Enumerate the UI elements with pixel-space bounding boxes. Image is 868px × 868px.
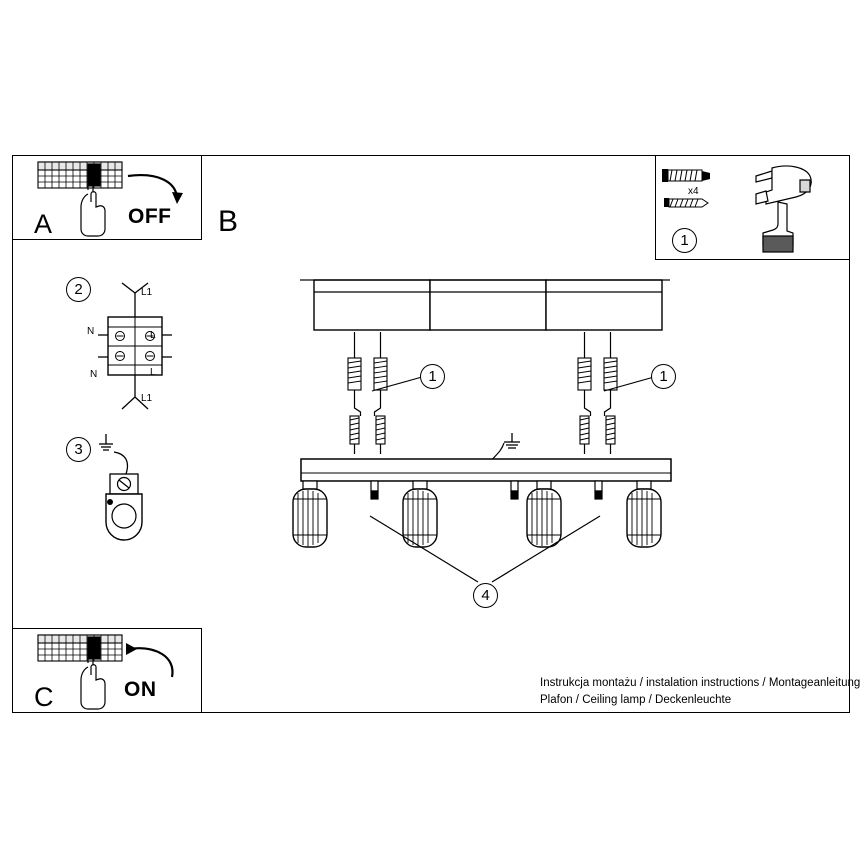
earth-ground-icon-lamp [504, 433, 520, 448]
callout-1-left: 1 [420, 364, 445, 389]
callout-1-panel: 1 [672, 228, 697, 253]
breaker-on-graphic [36, 633, 196, 711]
terminal-block-graphic [80, 275, 190, 420]
callout-line-spot [360, 510, 610, 590]
screw-icon [664, 198, 708, 207]
step-c-letter: C [34, 682, 54, 712]
on-label: ON [124, 678, 157, 701]
step-b-letter: B [218, 205, 239, 238]
ceiling-rose-graphic [92, 430, 162, 555]
power-drill-icon [756, 166, 811, 252]
callout-1-right: 1 [651, 364, 676, 389]
wire-label-l1-bottom: L1 [141, 393, 153, 404]
footer-line-1: Instrukcja montażu / instalation instructions / Montageanleitung [540, 677, 861, 689]
wire-label-l-bottom: L [150, 367, 156, 378]
footer-line-2: Plafon / Ceiling lamp / Deckenleuchte [540, 694, 732, 706]
wire-label-n-bottom: N [90, 369, 98, 380]
earth-ground-icon [99, 434, 113, 450]
wire-label-n-top: N [87, 326, 95, 337]
spotlight-head-4 [627, 481, 661, 547]
wire-label-l-top: L [150, 330, 156, 341]
off-label: OFF [128, 205, 172, 228]
wall-plug-icon [662, 169, 710, 182]
breaker-off-graphic [36, 160, 196, 238]
callout-4: 4 [473, 583, 498, 608]
callout-2: 2 [66, 277, 91, 302]
footer-caption [540, 675, 860, 709]
quantity-label: x4 [688, 186, 699, 197]
callout-3: 3 [66, 437, 91, 462]
drill-and-fixings-graphic [660, 160, 845, 258]
ceiling-surface-graphic [300, 270, 670, 340]
spotlight-head-1 [293, 481, 327, 547]
step-a-letter: A [34, 209, 53, 239]
wire-label-l1-top: L1 [141, 287, 153, 298]
